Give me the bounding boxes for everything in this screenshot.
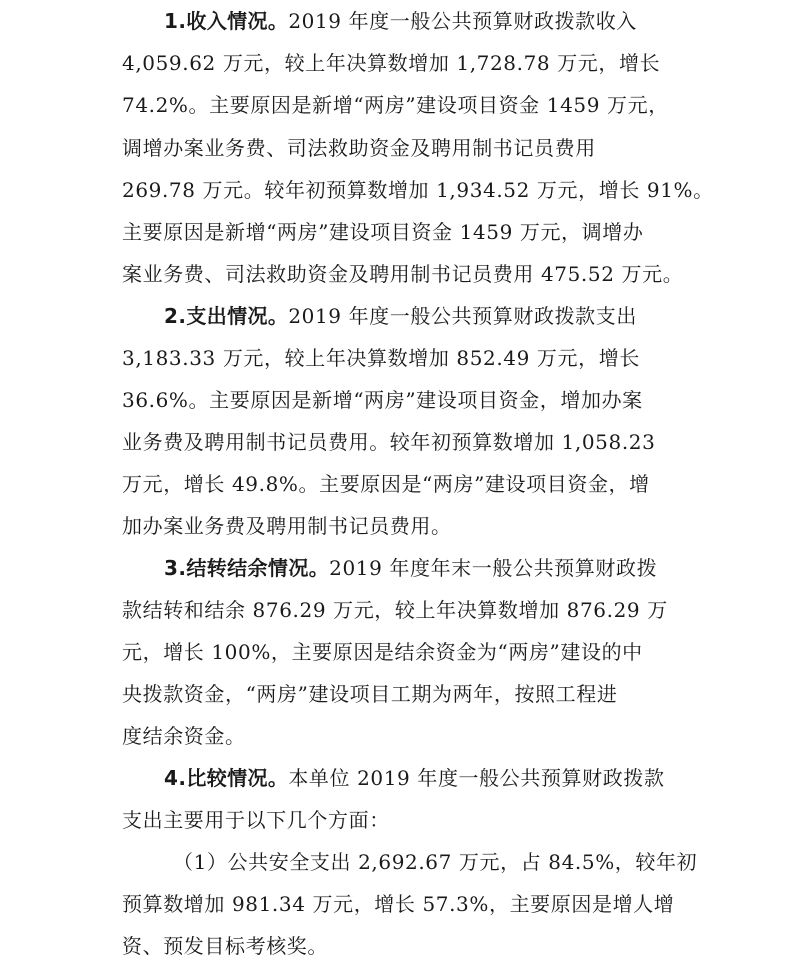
section-4-line-1: 本单位 2019 年度一般公共预算财政拨款 xyxy=(288,766,665,790)
section-3-line-5: 度结余资金。 xyxy=(122,724,246,748)
section-1-line-5: 269.78 万元。较年初预算数增加 1,934.52 万元，增长 91%。 xyxy=(122,178,714,202)
section-1-line-1: 2019 年度一般公共预算财政拨款收入 xyxy=(288,9,637,33)
section-3-heading: 3.结转结余情况。 xyxy=(164,556,330,580)
section-4-heading: 4.比较情况。 xyxy=(164,766,289,790)
section-4-first-line xyxy=(164,764,665,792)
section-2-first-line xyxy=(164,302,637,330)
section-3-line-2: 款结转和结余 876.29 万元，较上年决算数增加 876.29 万 xyxy=(122,598,668,622)
section-1-line-4: 调增办案业务费、司法救助资金及聘用制书记员费用 xyxy=(122,136,596,160)
section-3-line-4: 央拨款资金，“两房”建设项目工期为两年，按照工程进 xyxy=(122,682,618,706)
section-4-line-2: 支出主要用于以下几个方面： xyxy=(122,808,390,832)
section-2-line-1: 2019 年度一般公共预算财政拨款支出 xyxy=(288,304,637,328)
section-1-heading: 1.收入情况。 xyxy=(164,9,289,33)
subitem-1-line-2: 预算数增加 981.34 万元，增长 57.3%，主要原因是增人增 xyxy=(122,892,675,916)
section-1-line-6: 主要原因是新增“两房”建设项目资金 1459 万元，调增办 xyxy=(122,220,644,244)
section-3-line-3: 元，增长 100%，主要原因是结余资金为“两房”建设的中 xyxy=(122,640,643,664)
section-2-line-5: 万元，增长 49.8%。主要原因是“两房”建设项目资金，增 xyxy=(122,472,650,496)
section-3-first-line xyxy=(164,554,657,582)
subitem-1-line-1: （1）公共安全支出 2,692.67 万元，占 84.5%，较年初 xyxy=(173,850,698,874)
section-1-line-7: 案业务费、司法救助资金及聘用制书记员费用 475.52 万元。 xyxy=(122,262,684,286)
section-2-line-3: 36.6%。主要原因是新增“两房”建设项目资金，增加办案 xyxy=(122,388,643,412)
subitem-1-line-3: 资、预发目标考核奖。 xyxy=(122,934,328,958)
section-1-line-2: 4,059.62 万元，较上年决算数增加 1,728.78 万元，增长 xyxy=(122,51,661,75)
section-1-first-line xyxy=(164,7,637,35)
section-2-line-6: 加办案业务费及聘用制书记员费用。 xyxy=(122,514,452,538)
section-1-line-3: 74.2%。主要原因是新增“两房”建设项目资金 1459 万元， xyxy=(122,93,669,117)
section-2-heading: 2.支出情况。 xyxy=(164,304,289,328)
section-2-line-4: 业务费及聘用制书记员费用。较年初预算数增加 1,058.23 xyxy=(122,430,656,454)
section-2-line-2: 3,183.33 万元，较上年决算数增加 852.49 万元，增长 xyxy=(122,346,640,370)
section-3-line-1: 2019 年度年末一般公共预算财政拨 xyxy=(329,556,658,580)
